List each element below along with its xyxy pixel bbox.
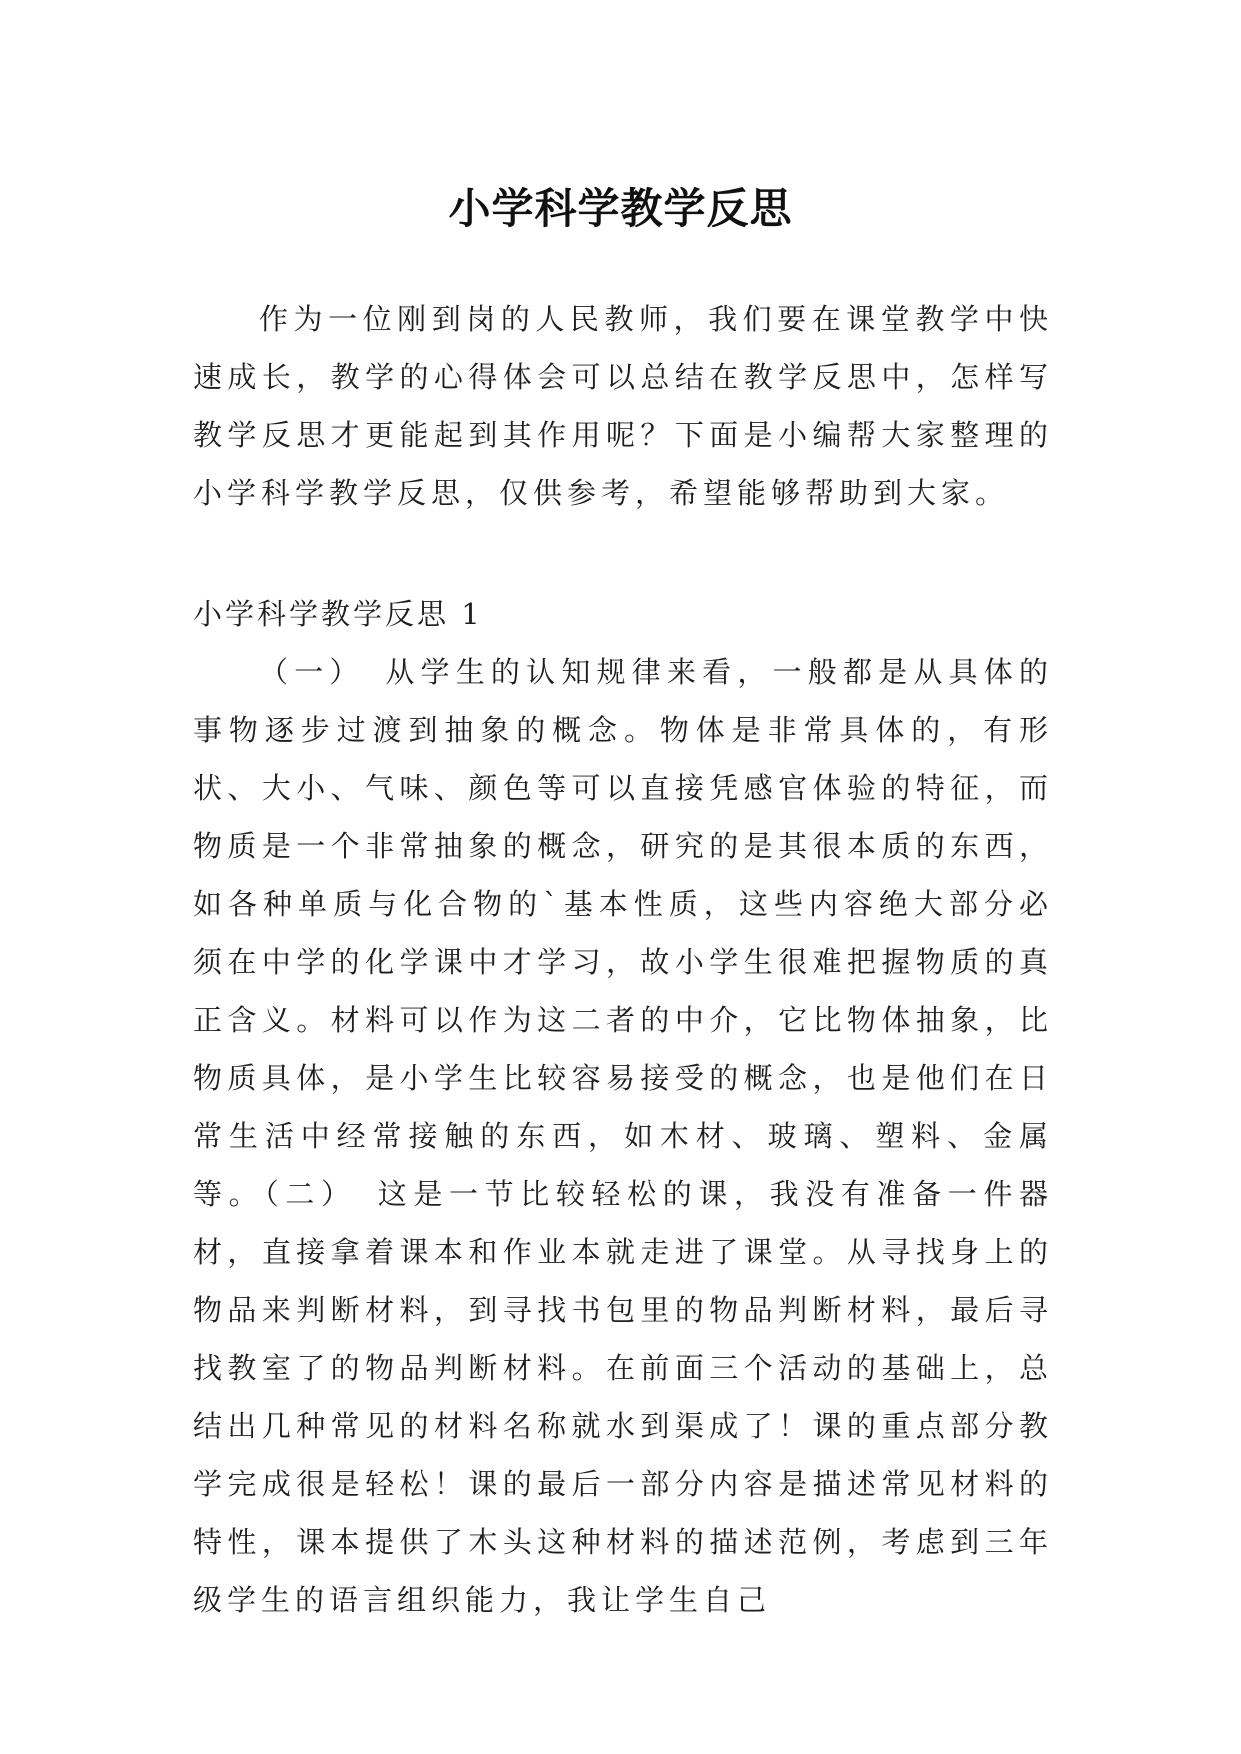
section-paragraph: （一） 从学生的认知规律来看，一般都是从具体的事物逐步过渡到抽象的概念。物体是非常具体的，有形状、大小、气味、颜色等可以直接凭感官体验的特征，而物质是一个非常抽象的概念，研究的是其很本质的东西，如各种单质与化合物的`基本性质，这些内容绝大部分必须在中学的化学课中才学习，故小学生很难把握物质的真正含义。材料可以作为这二者的中介，它比物体抽象，比物质具体，是小学生比较容易接受的概念，也是他们在日常生活中经常接触的东西，如木材、玻璃、塑料、金属等。（二） 这是一节比较轻松的课，我没有准备一件器材，直接拿着课本和作业本就走进了课堂。从寻找身上的物品来判断材料，到寻找书包里的物品判断材料，最后寻找教室了的物品判断材料。在前面三个活动的基础上，总结出几种常见的材料名称就水到渠成了！课的重点部分教学完成很是轻松！课的最后一部分内容是描述常见材料的特性，课本提供了木头这种材料的描述范例，考虑到三年级学生的语言组织能力，我让学生自己 [193,655,1053,1617]
document-title: 小学科学教学反思 [448,184,793,234]
intro-paragraph: 作为一位刚到岗的人民教师，我们要在课堂教学中快速成长，教学的心得体会可以总结在教学反思中，怎样写教学反思才更能起到其作用呢？下面是小编帮大家整理的小学科学教学反思，仅供参考，希望能够帮助到大家。 [193,302,1053,510]
section-heading: 小学科学教学反思 1 [193,597,483,631]
